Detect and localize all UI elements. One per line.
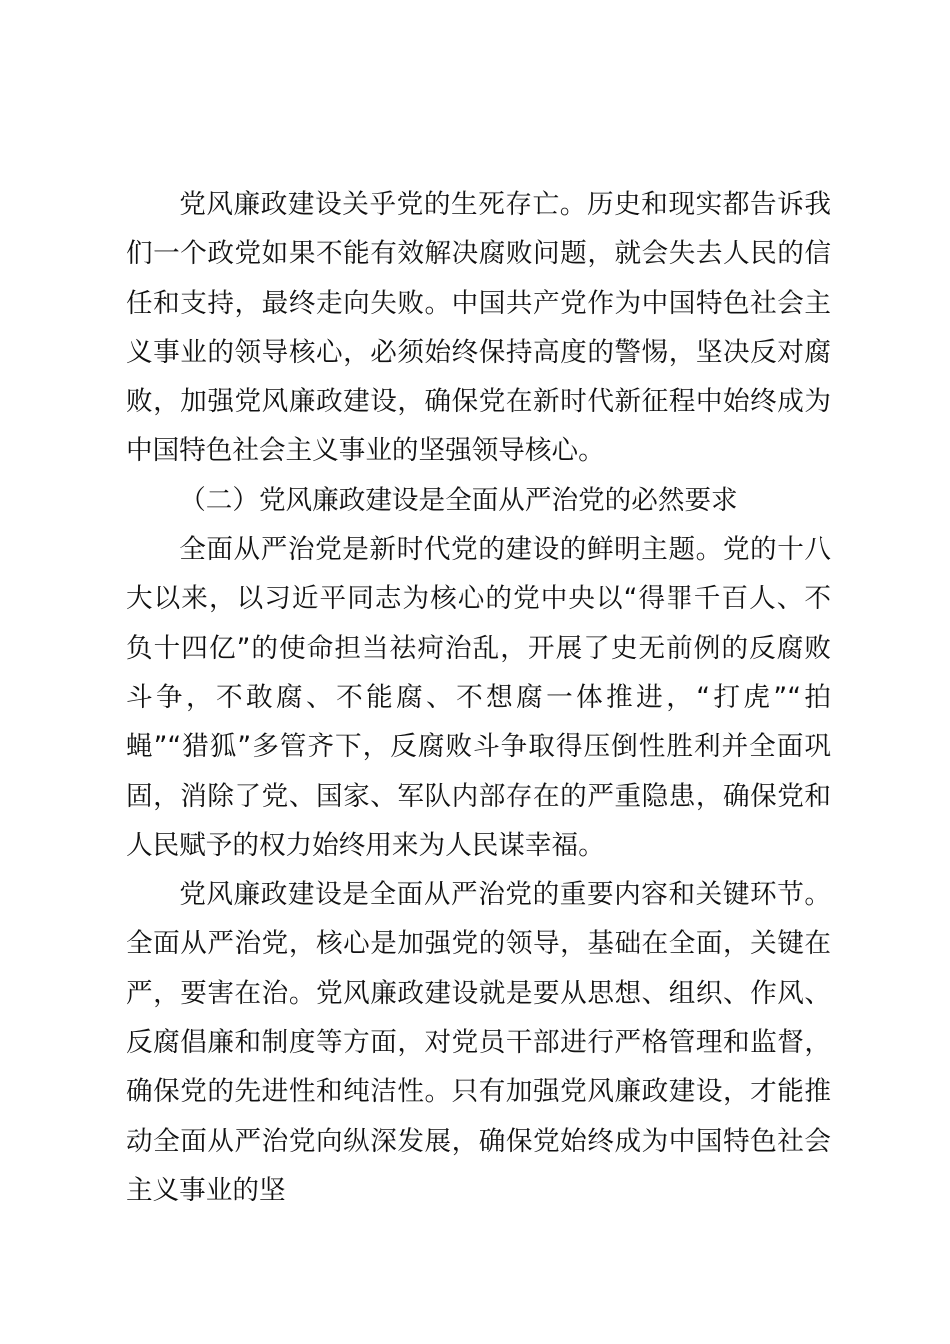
document-page [126, 180, 831, 1215]
body-paragraph: 党风廉政建设是全面从严治党的重要内容和关键环节。全面从严治党，核心是加强党的领导，基础在全面，关键在严，要害在治。党风廉政建设就是要从思想、组织、作风、反腐倡廉和制度等方面，对党员干部进行严格管理和监督，确保党的先进性和纯洁性。只有加强党风廉政建设，才能推动全面从严治党向纵深发展，确保党始终成为中国特色社会主义事业的坚 [126, 879, 831, 1206]
body-paragraph: 全面从严治党是新时代党的建设的鲜明主题。党的十八大以来，以习近平同志为核心的党中央以“得罪千百人、不负十四亿”的使命担当祛疴治乱，开展了史无前例的反腐败斗争，不敢腐、不能腐、不想腐一体推进，“打虎”“拍蝇”“猎狐”多管齐下，反腐败斗争取得压倒性胜利并全面巩固，消除了党、国家、军队内部存在的严重隐患，确保党和人民赋予的权力始终用来为人民谋幸福。 [126, 534, 831, 861]
body-paragraph: 党风廉政建设关乎党的生死存亡。历史和现实都告诉我们一个政党如果不能有效解决腐败问题，就会失去人民的信任和支持，最终走向失败。中国共产党作为中国特色社会主义事业的领导核心，必须始终保持高度的警惕，坚决反对腐败，加强党风廉政建设，确保党在新时代新征程中始终成为中国特色社会主义事业的坚强领导核心。 [126, 189, 831, 467]
section-heading: （二）党风廉政建设是全面从严治党的必然要求 [179, 484, 738, 516]
